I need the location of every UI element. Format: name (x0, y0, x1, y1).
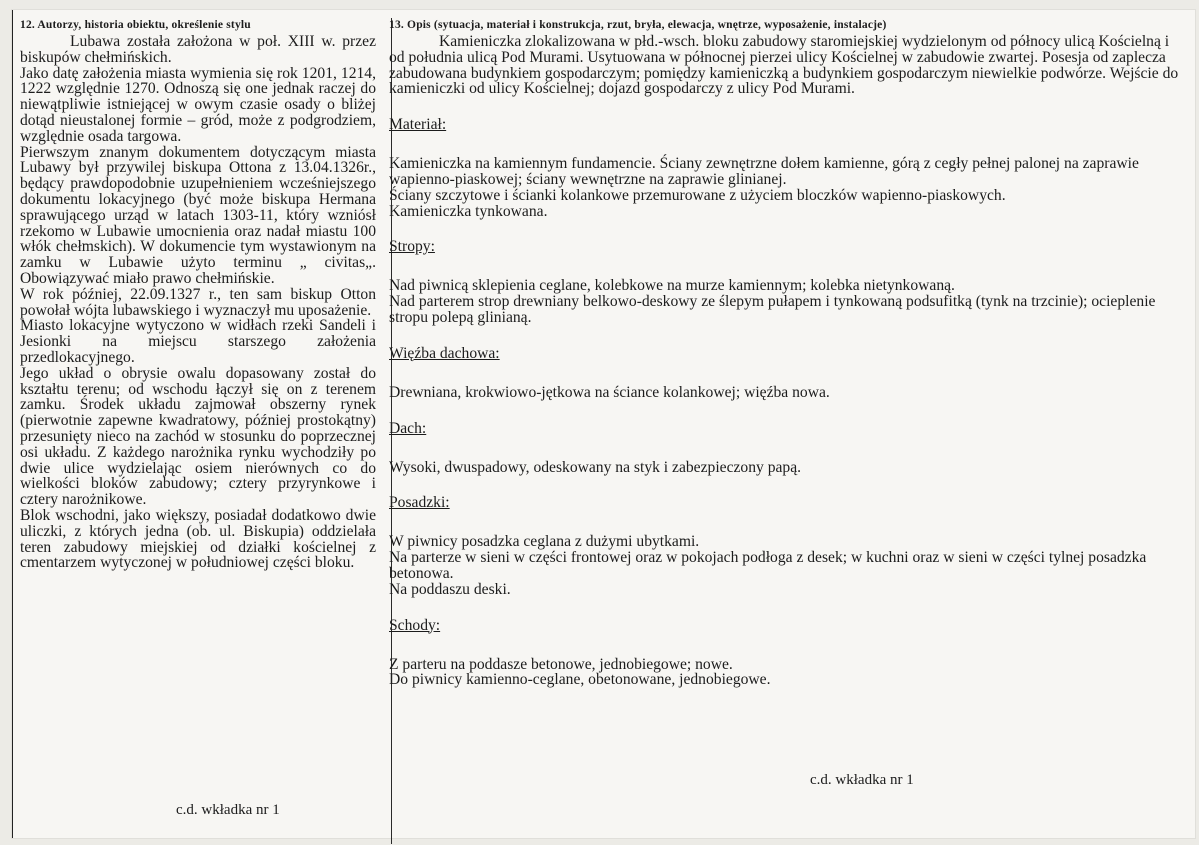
history-paragraph: Jego układ o obrysie owalu dopasowany został do kształtu terenu; od wschodu łączył się on z terenem zamku. Środek układu zajmował obszerny rynek (pierwotnie zapewne kwadratowy, później prostokątny) przesunięty nieco na zachód w stosunku do poprzecznej osi układu. Z każdego narożnika rynku wychodziły po dwie ulice wydzielając osiem nierównych co do wielkości bloków zabudowy; cztery przyrynkowe i cztery narożnikowe. (20, 364, 376, 509)
floors-line: Na poddaszu deski. (389, 580, 511, 598)
material-heading: Materiał: (389, 116, 447, 134)
ceilings-heading: Stropy: (389, 238, 435, 256)
floors-heading: Posadzki: (389, 494, 450, 512)
stairs-line: Do piwnicy kamienno-ceglane, obetonowane, jednobiegowe. (389, 671, 771, 689)
material-line: Kamieniczka tynkowana. (389, 202, 548, 220)
stairs-heading: Schody: (389, 616, 441, 634)
floors-line: W piwnicy posadzka ceglana z dużymi ubytkami. (389, 533, 700, 551)
left-footer-note: c.d. wkładka nr 1 (176, 802, 280, 818)
ceilings-line: Nad piwnicą sklepienia ceglane, kolebkowe na murze kamiennym; kolebka nietynkowaną. (389, 277, 955, 295)
history-paragraph: Pierwszym znanym dokumentem dotyczącym miasta Lubawy był przywilej biskupa Ottona z 13.04.1326r., będący prawdopodobnie uzupełnieniem wcześniejszego dokumentu lokacyjnego (być może biskupa Hermana sprawującego urząd w latach 1303-11, który wzniósł rzekomo w Lubawie umocnienia oraz nadał miastu 100 włók chełmskich). W dokumencie tym wystawionym na zamku w Lubawie użyto terminu „ civitas„. Obowiązywać miało prawo chełmińskie. (20, 143, 376, 287)
roof-truss-heading: Więźba dachowa: (389, 344, 500, 362)
history-paragraph: W rok później, 22.09.1327 r., ten sam biskup Otton powołał wójta lubawskiego i wyznaczył mu uposażenie. (20, 285, 376, 319)
section-12-heading: 12. Autorzy, historia obiektu, określenie stylu (20, 19, 251, 31)
material-line: Kamieniczka na kamiennym fundamencie. Ściany zewnętrzne dołem kamienne, górą z cegły pełnej palonej na zaprawie wapienno-piaskowej; ściany wewnętrzne na zaprawie glinianej. (389, 155, 1139, 188)
history-paragraph: Miasto lokacyjne wytyczono w widłach rzeki Sandeli i Jesionki na miejscu starszego założenia przedlokacyjnego. (20, 317, 376, 366)
section-13-heading: 13. Opis (sytuacja, materiał i konstrukcja, rzut, bryła, elewacja, wnętrze, wyposażenie, instalacje) (389, 19, 887, 31)
roof-line: Wysoki, dwuspadowy, odeskowany na styk i zabezpieczony papą. (389, 458, 802, 476)
left-column (20, 18, 376, 571)
roof-heading: Dach: (389, 419, 427, 437)
floors-line: Na parterze w sieni w części frontowej oraz w pokojach podłoga z desek; w kuchni oraz w sieni w części tylnej posadzka betonowa. (389, 549, 1147, 582)
history-paragraph: Blok wschodni, jako większy, posiadał dodatkowo dwie uliczki, z których jedna (ob. ul. Biskupia) oddzielała teren zabudowy miejskiej od działki kościelnej z cmentarzem wytyczonej w południowej części bloku. (20, 506, 376, 572)
history-paragraph: Jako datę założenia miasta wymienia się rok 1201, 1214, 1222 względnie 1270. Odnoszą się one jednak raczej do niewątpliwie istniejącej w owym czasie osady o bliżej dotąd nieustalonej formie – gród, może z podgrodziem, względnie osada targowa. (20, 64, 376, 145)
material-line: Ściany szczytowe i ścianki kolankowe przemurowane z użyciem bloczków wapienno-piaskowych. (389, 186, 1006, 204)
roof-truss-line: Drewniana, krokwiowo-jętkowa na ściance kolankowej; więźba nowa. (389, 383, 830, 401)
history-paragraph: Lubawa została założona w poł. XIII w. przez biskupów chełmińskich. (20, 33, 376, 66)
right-column (389, 18, 1184, 688)
right-footer-note: c.d. wkładka nr 1 (810, 772, 914, 788)
stairs-line: Z parteru na poddasze betonowe, jednobiegowe; nowe. (389, 655, 733, 673)
ceilings-line: Nad parterem strop drewniany belkowo-deskowy ze ślepym pułapem i tynkowaną podsufitką (tynk na trzcinie); ocieplenie stropu polepą glinianą. (389, 293, 1156, 326)
description-intro: Kamieniczka zlokalizowana w płd.-wsch. bloku zabudowy staromiejskiej wydzielonym od północy ulicą Kościelną i od południa ulicą Pod Murami. Usytuowana w północnej pierzei ulicy Kościelnej w zabudowie zwartej. Posesja od zaplecza zabudowana budynkiem gospodarczym; pomiędzy kamieniczką a budynkiem gospodarczym niewielkie podwórze. Wejście do kamieniczki od ulicy Kościelnej; dojazd gospodarczy z ulicy Pod Murami. (389, 33, 1179, 98)
